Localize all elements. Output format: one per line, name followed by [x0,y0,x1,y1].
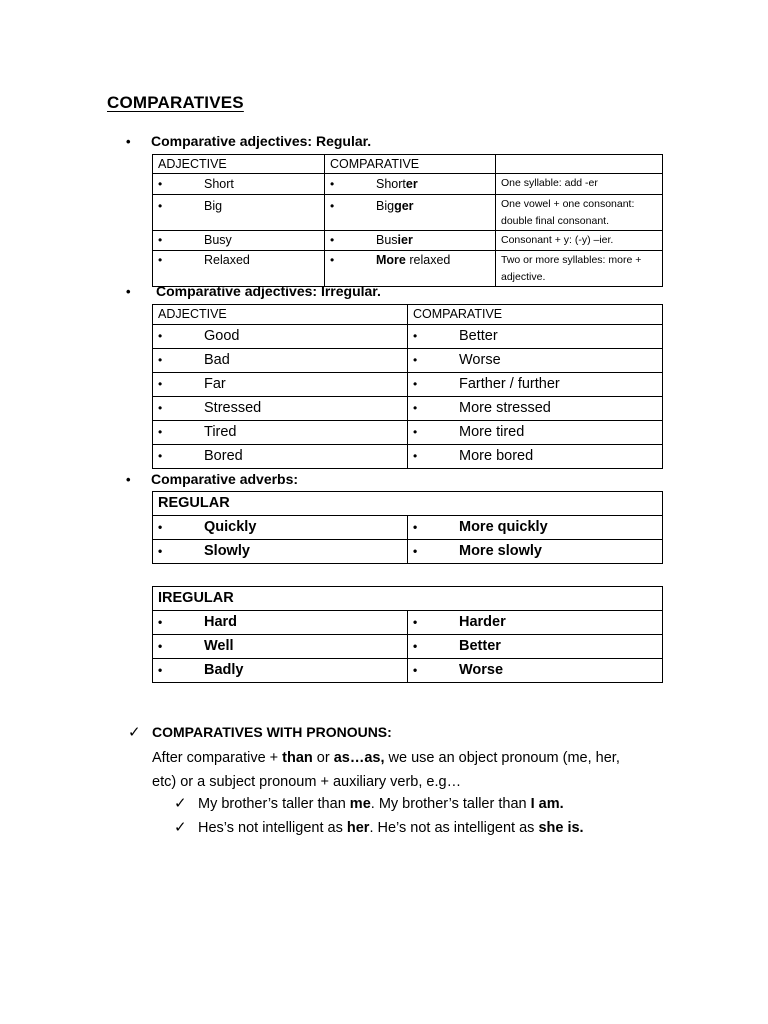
table-row [153,516,663,540]
section-irregular-adjectives [126,283,381,299]
bullet: • [158,449,163,463]
column-header: ADJECTIVE [153,155,325,174]
table-title: REGULAR [153,492,663,516]
pronouns-explanation [152,746,712,794]
bullet: • [413,520,418,534]
bullet: • [413,353,418,367]
regular-adjectives-table [152,154,663,287]
bullet: • [413,401,418,415]
comparative-cell: Better [459,638,501,654]
explanation-line [152,746,712,770]
text: Hes’s not intelligent as [198,820,347,836]
bullet: • [126,471,131,487]
comparative-cell: Bus [376,233,398,247]
bullet: • [126,133,131,149]
bullet: • [330,199,335,213]
table-header-row [153,155,663,174]
adverb-cell: Slowly [204,543,250,559]
text: My brother’s taller than [198,796,350,812]
rule-note: One vowel + one consonant: double final consonant. [496,195,663,231]
column-header: ADJECTIVE [153,305,408,325]
adjective-cell: Short [204,177,234,191]
comparative-rest: relaxed [405,253,451,267]
comparative-cell: Harder [459,614,506,630]
adverb-cell: Well [204,638,234,654]
adjective-cell: Bad [204,352,230,368]
bullet: • [413,377,418,391]
adjective-cell: Good [204,328,240,344]
table-row [153,195,663,231]
comparative-cell: Big [376,199,395,213]
comparative-cell: More stressed [459,400,551,416]
bullet: • [158,329,163,343]
table-row [153,349,663,373]
bullet: • [330,177,335,191]
adverb-cell: Badly [204,662,244,678]
column-header: COMPARATIVE [408,305,663,325]
table-row [153,397,663,421]
bullet: • [158,544,163,558]
section-regular-adjectives [126,133,371,149]
table-title: IREGULAR [153,587,663,611]
example-item [174,792,674,816]
comparative-cell: More slowly [459,543,542,559]
bullet: • [158,639,163,653]
pronoun: she is. [538,820,584,836]
comparative-cell: More tired [459,424,525,440]
bullet: • [158,199,163,213]
bullet: • [413,544,418,558]
section-pronouns [128,723,392,741]
bullet: • [413,663,418,677]
table-row [153,373,663,397]
table-title-row [153,492,663,516]
pronouns-examples [174,792,674,840]
bullet: • [413,449,418,463]
rule-note: Consonant + y: (-y) –ier. [496,231,663,251]
table-row [153,540,663,564]
adjective-cell: Stressed [204,400,262,416]
table-title-row [153,587,663,611]
comparative-suffix: er [405,177,418,191]
bullet: • [158,663,163,677]
irregular-adverbs-table [152,586,663,683]
column-header: COMPARATIVE [325,155,496,174]
comparative-suffix: ger [394,199,414,213]
regular-adverbs-table [152,491,663,564]
table-row [153,251,663,287]
example-item [174,816,674,840]
column-header [496,155,663,174]
bullet: • [158,353,163,367]
keyword-than: than [282,750,313,766]
keyword-as-as: as…as, [333,750,385,766]
rule-note: One syllable: add -er [496,174,663,195]
check-icon: ✓ [128,724,141,741]
table-row [153,174,663,195]
adverb-cell: Hard [204,614,238,630]
section-heading: COMPARATIVES WITH PRONOUNS: [152,724,392,740]
section-heading: Comparative adverbs: [151,471,299,487]
adverb-cell: Quickly [204,519,257,535]
table-row [153,659,663,683]
comparative-cell: Worse [459,352,501,368]
table-header-row [153,305,663,325]
explanation-line: etc) or a subject pronoum + auxiliary verb, e.g… [152,774,462,790]
rule-note: Two or more syllables: more + adjective. [496,251,663,287]
comparative-cell: More bored [459,448,534,464]
adjective-cell: Tired [204,424,237,440]
bullet: • [158,177,163,191]
bullet: • [158,615,163,629]
bullet: • [413,329,418,343]
text: we use an object pronoum (me, her, [384,750,620,766]
pronoun: I am. [530,796,564,812]
bullet: • [158,401,163,415]
table-row [153,231,663,251]
table-row [153,635,663,659]
bullet: • [413,615,418,629]
comparative-prefix: More [376,253,406,267]
bullet: • [158,520,163,534]
pronoun: her [346,820,370,836]
bullet: • [413,639,418,653]
adjective-cell: Busy [204,233,232,247]
text: . He’s not as intelligent as [369,820,539,836]
page-title: COMPARATIVES [107,93,244,112]
table-row [153,445,663,469]
table-row [153,325,663,349]
check-icon: ✓ [174,819,187,836]
section-adverbs [126,471,298,487]
adjective-cell: Bored [204,448,243,464]
bullet: • [330,233,335,247]
comparative-cell: Better [459,328,498,344]
adjective-cell: Relaxed [204,253,250,267]
text: or [312,750,334,766]
bullet: • [158,233,163,247]
text: After comparative + [152,750,283,766]
section-heading: Comparative adjectives: Irregular. [156,283,381,299]
bullet: • [330,253,335,267]
comparative-cell: More quickly [459,519,548,535]
bullet: • [126,283,131,299]
pronoun: me [349,796,371,812]
comparative-cell: Farther / further [459,376,560,392]
text: . My brother’s taller than [370,796,531,812]
bullet: • [413,425,418,439]
comparative-cell: Worse [459,662,504,678]
table-row [153,611,663,635]
table-row [153,421,663,445]
section-heading: Comparative adjectives: Regular. [151,133,372,149]
bullet: • [158,377,163,391]
comparative-cell: Short [376,177,406,191]
bullet: • [158,425,163,439]
bullet: • [158,253,163,267]
irregular-adjectives-table [152,304,663,469]
comparative-suffix: ier [397,233,413,247]
adjective-cell: Big [204,199,223,213]
check-icon: ✓ [174,795,187,812]
adjective-cell: Far [204,376,226,392]
